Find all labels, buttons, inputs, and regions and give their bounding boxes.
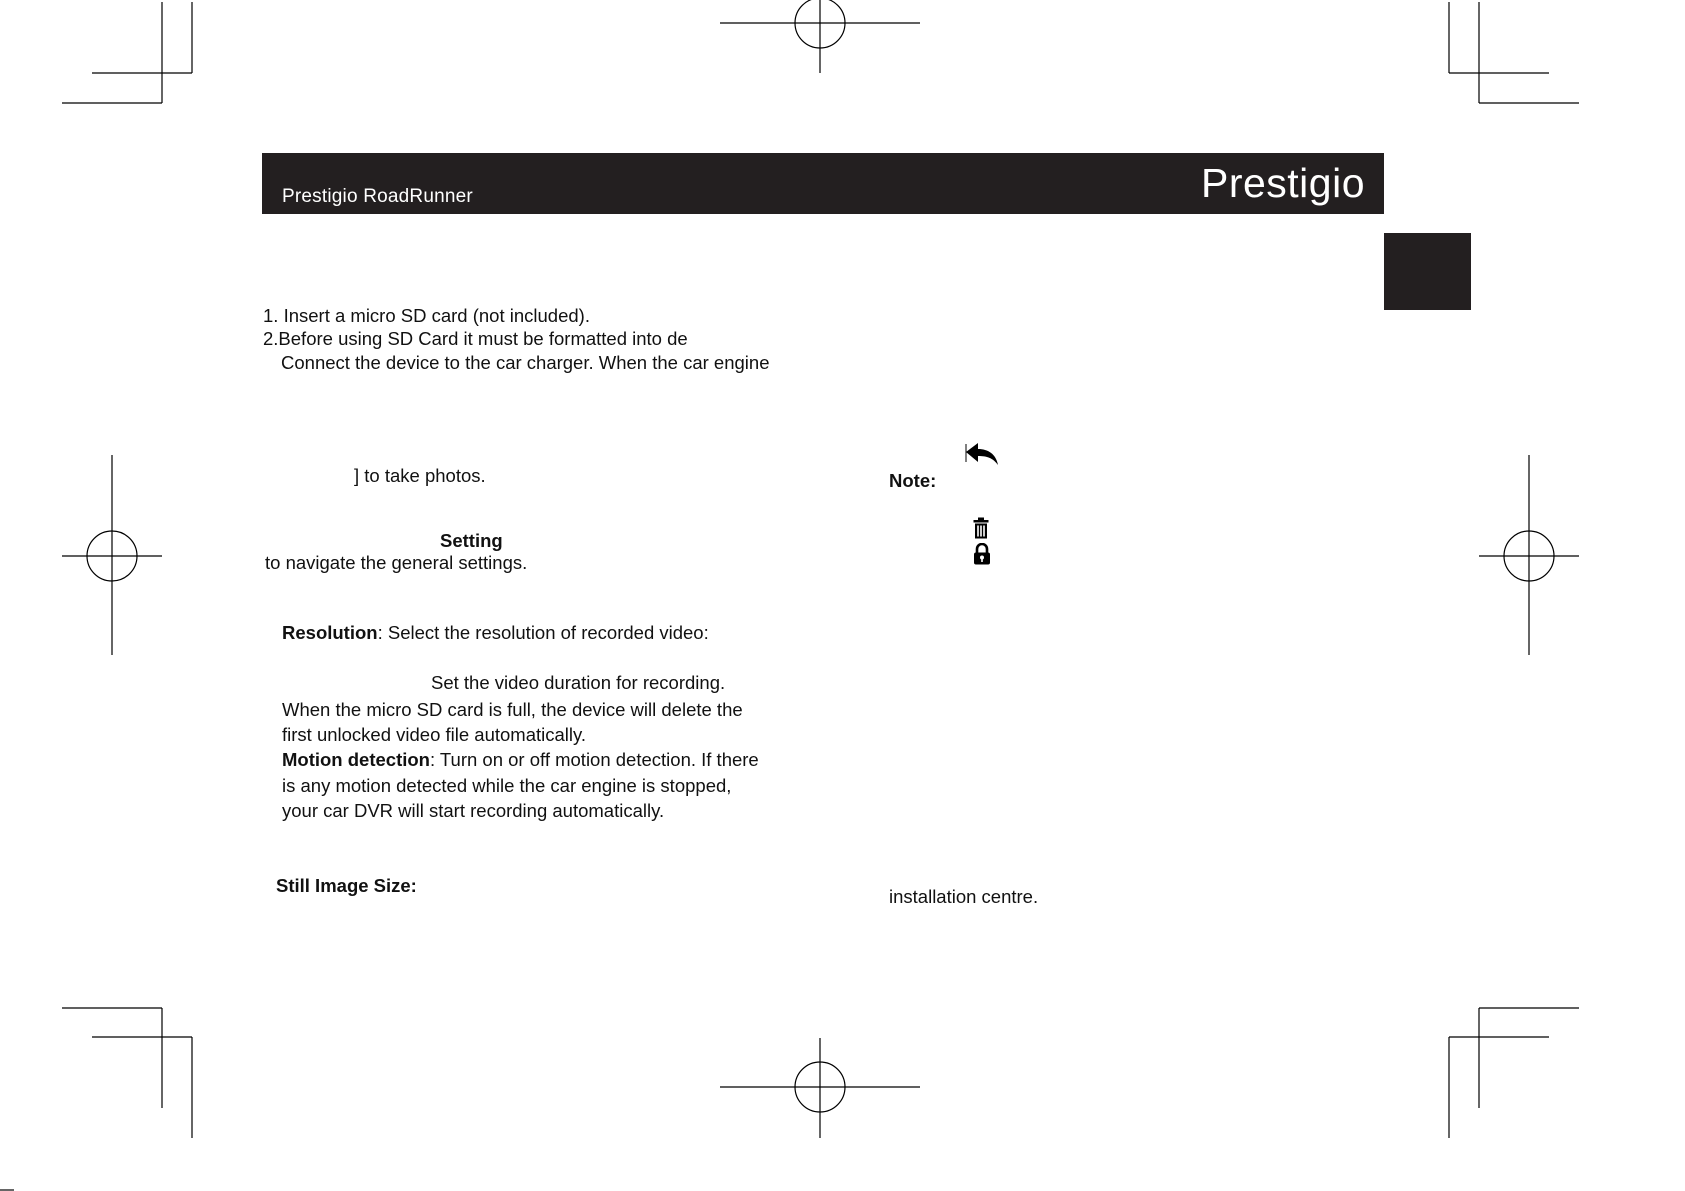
step-2-text: 2.Before using SD Card it must be formatted into de: [263, 328, 688, 349]
still-image-size-label: Still Image Size:: [276, 875, 417, 896]
step-2-continued-text: Connect the device to the car charger. When the car engine: [281, 352, 770, 373]
motion-line-3: your car DVR will start recording automatically.: [282, 800, 665, 821]
motion-detection-label: Motion detection: [282, 749, 430, 770]
sd-full-line-2: first unlocked video file automatically.: [282, 724, 587, 745]
sd-full-line-1: When the micro SD card is full, the device will delete the: [282, 699, 743, 720]
motion-detection-text: : Turn on or off motion detection. If there: [429, 749, 759, 770]
trash-icon: [973, 517, 989, 539]
resolution-text: : Select the resolution of recorded video:: [377, 622, 709, 643]
installation-centre-text: installation centre.: [889, 886, 1039, 907]
setting-label: Setting: [440, 530, 503, 551]
motion-line-2: is any motion detected while the car engine is stopped,: [282, 775, 732, 796]
section-tab: [1384, 233, 1471, 310]
take-photos-text: ] to take photos.: [354, 465, 486, 486]
lock-icon: [973, 543, 991, 565]
duration-text: Set the video duration for recording.: [431, 672, 726, 693]
note-label: Note:: [889, 470, 937, 491]
product-title: Prestigio RoadRunner: [282, 186, 473, 207]
brand-logo: Prestigio: [1200, 160, 1365, 206]
resolution-line: [282, 622, 709, 644]
motion-detection-line: [282, 749, 759, 771]
back-arrow-icon: [964, 442, 1000, 466]
resolution-label: Resolution: [282, 622, 378, 643]
navigate-settings-text: to navigate the general settings.: [265, 552, 528, 573]
header-bar: [262, 153, 1384, 214]
step-1-text: 1. Insert a micro SD card (not included).: [263, 305, 590, 326]
